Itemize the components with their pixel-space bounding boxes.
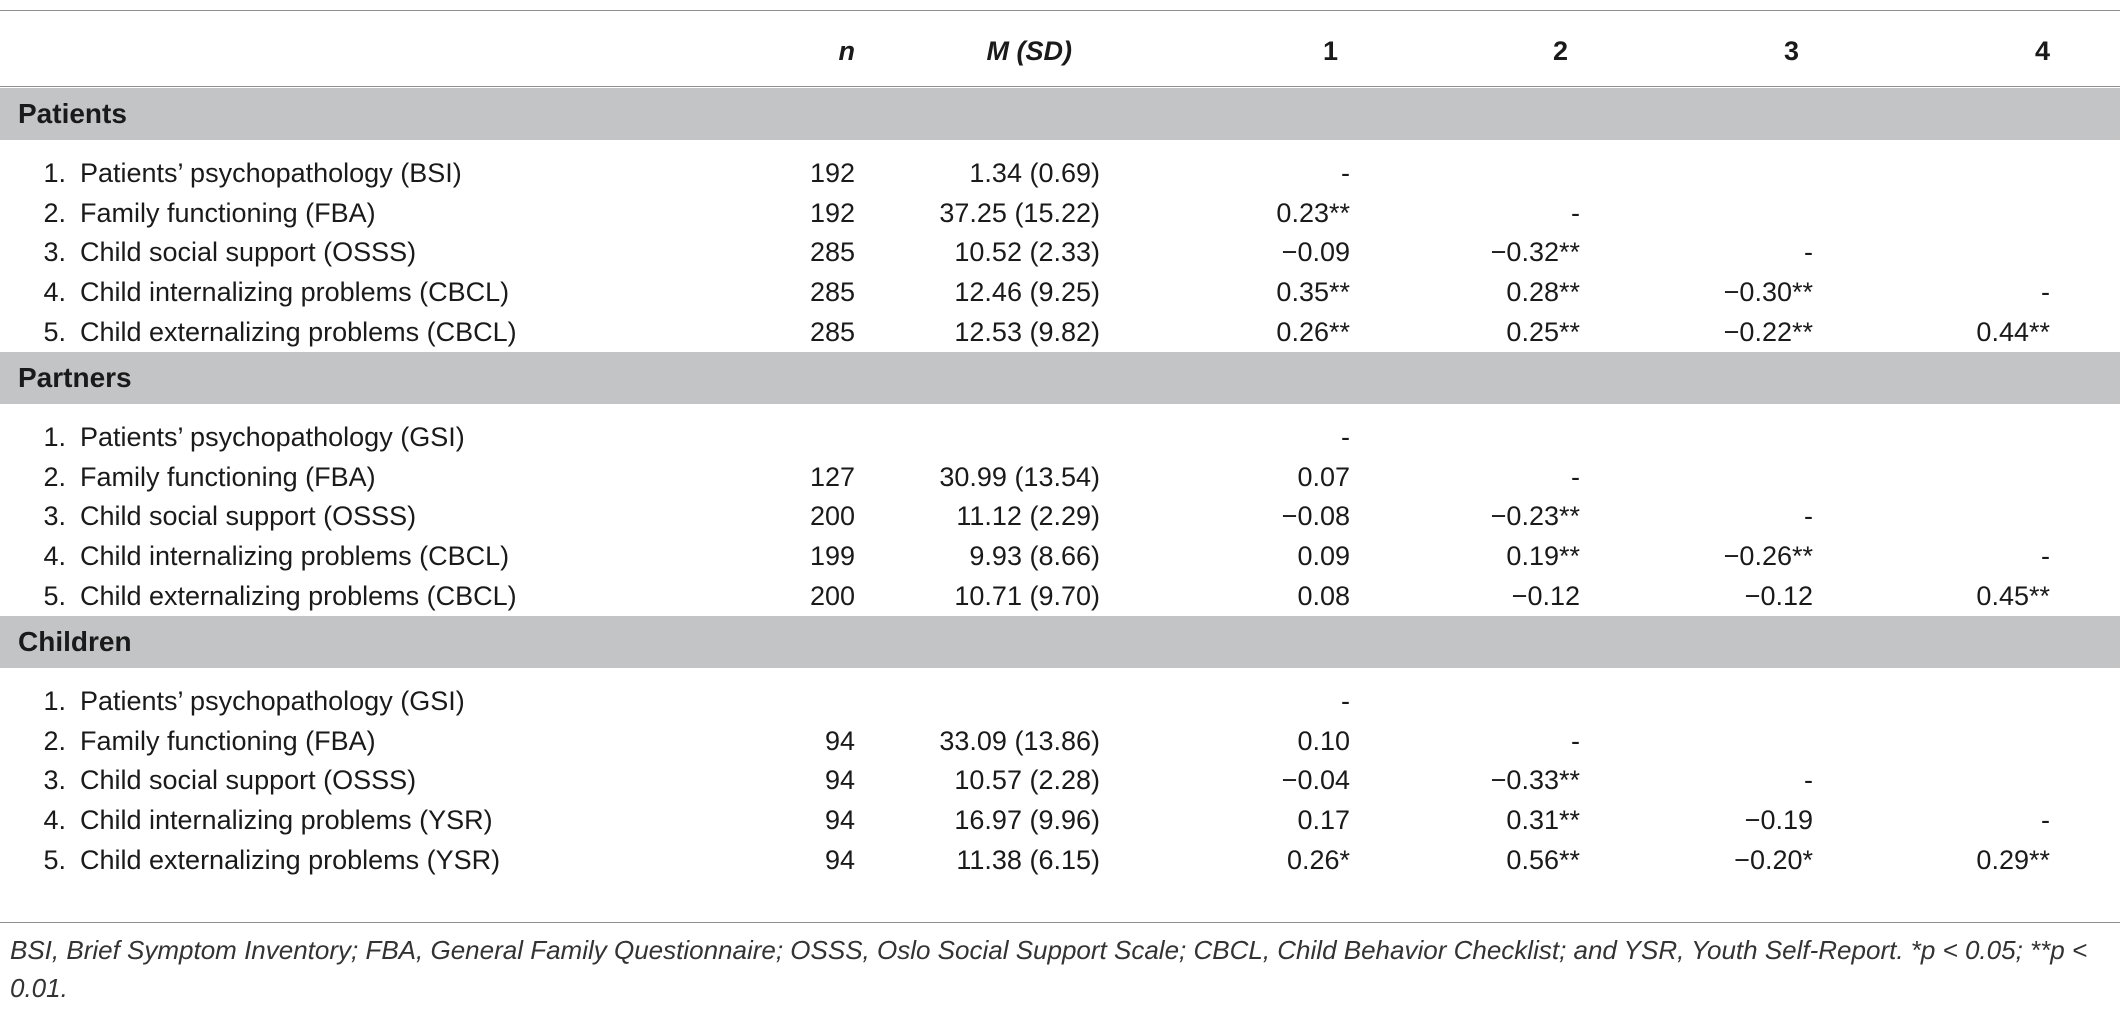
table-footnote: BSI, Brief Symptom Inventory; FBA, General Family Questionnaire; OSSS, Oslo Social Support Scale; CBCL, Child Behavior Checklist; and YSR, Youth Self-Report. *p < 0.05; **p < 0.01. [10,935,2088,1003]
row-variable-label: Patients’ psychopathology (GSI) [80,422,465,453]
header-row [0,14,2120,88]
header-col-2: 2 [1552,35,1568,66]
cell-n: 94 [824,805,855,836]
row-variable-label: Child social support (OSSS) [80,501,417,532]
header-col-1: 1 [1322,35,1338,66]
cell-n: 285 [809,316,855,347]
table-body [0,88,2120,880]
cell-corr-3: −0.30** [1723,277,1813,308]
cell-corr-2: 0.56** [1506,844,1580,875]
cell-n: 94 [824,844,855,875]
cell-corr-3: - [1804,501,1813,532]
cell-corr-4 [1845,682,2120,722]
table-row [0,458,2120,498]
row-number: 1. [43,422,66,453]
cell-corr-3: −0.22** [1723,316,1813,347]
cell-mean-sd: 16.97 (9.96) [954,805,1100,836]
row-variable-label: Child internalizing problems (CBCL) [80,277,510,308]
cell-corr-2: −0.32** [1490,237,1580,268]
spacer-cell [0,404,2120,418]
cell-n: 200 [809,580,855,611]
cell-mean-sd: 10.57 (2.28) [954,765,1100,796]
cell-corr-2 [1375,154,1610,194]
cell-n: 199 [809,541,855,572]
cell-corr-3 [1610,418,1845,458]
row-number: 1. [43,158,66,189]
cell-n [720,682,855,722]
cell-corr-2: 0.31** [1506,805,1580,836]
cell-corr-2: 0.25** [1506,316,1580,347]
cell-corr-4 [1845,722,2120,762]
row-number: 2. [43,197,66,228]
cell-mean-sd: 10.71 (9.70) [954,580,1100,611]
row-variable-label: Child social support (OSSS) [80,237,417,268]
cell-corr-3: −0.20* [1734,844,1813,875]
cell-n: 285 [809,237,855,268]
cell-mean-sd: 11.38 (6.15) [956,844,1100,875]
row-variable-label: Child internalizing problems (CBCL) [80,541,510,572]
cell-corr-4 [1845,418,2120,458]
cell-n: 94 [824,725,855,756]
table-row [0,194,2120,234]
table-row [0,497,2120,537]
table-row [0,682,2120,722]
row-variable-label: Child externalizing problems (YSR) [80,844,501,875]
cell-corr-1: 0.23** [1276,197,1350,228]
section-header [0,616,2120,668]
cell-mean-sd: 33.09 (13.86) [939,725,1100,756]
table-row [0,801,2120,841]
cell-mean-sd: 37.25 (15.22) [939,197,1100,228]
cell-corr-2 [1375,682,1610,722]
cell-corr-1: 0.17 [1297,805,1350,836]
section-spacer [0,404,2120,418]
row-variable-label: Child social support (OSSS) [80,765,417,796]
cell-corr-2: - [1571,197,1580,228]
cell-n: 285 [809,277,855,308]
table-row [0,722,2120,762]
row-variable-label: Patients’ psychopathology (BSI) [80,158,462,189]
row-number: 3. [43,501,66,532]
cell-corr-4: 0.29** [1976,844,2050,875]
cell-corr-4 [1845,458,2120,498]
cell-corr-3 [1610,458,1845,498]
cell-corr-4: 0.44** [1976,316,2050,347]
cell-mean-sd [855,418,1140,458]
cell-corr-4 [1845,233,2120,273]
row-number: 4. [43,805,66,836]
row-number: 5. [43,316,66,347]
row-variable-label: Child internalizing problems (YSR) [80,805,493,836]
cell-corr-1: - [1341,422,1350,453]
cell-corr-1: 0.10 [1297,725,1350,756]
cell-n: 94 [824,765,855,796]
cell-mean-sd: 1.34 (0.69) [969,158,1100,189]
table-row [0,273,2120,313]
cell-corr-3: −0.26** [1723,541,1813,572]
cell-mean-sd: 12.53 (9.82) [954,316,1100,347]
correlation-table [0,14,2120,880]
row-variable-label: Family functioning (FBA) [80,197,376,228]
table-row [0,761,2120,801]
cell-corr-2: 0.28** [1506,277,1580,308]
cell-corr-1: 0.26** [1276,316,1350,347]
cell-corr-2: −0.23** [1490,501,1580,532]
row-variable-label: Child externalizing problems (CBCL) [80,580,517,611]
cell-corr-4: 0.45** [1976,580,2050,611]
cell-corr-3 [1610,682,1845,722]
cell-corr-1: 0.09 [1297,541,1350,572]
table-row [0,233,2120,273]
table-row [0,154,2120,194]
section-title: Partners [0,352,2120,404]
cell-mean-sd [855,682,1140,722]
row-variable-label: Patients’ psychopathology (GSI) [80,686,465,717]
spacer-cell [0,140,2120,154]
row-number: 2. [43,725,66,756]
row-number: 4. [43,541,66,572]
section-spacer [0,140,2120,154]
cell-corr-1: 0.26* [1286,844,1350,875]
cell-corr-4: - [2041,805,2050,836]
cell-corr-2: −0.33** [1490,765,1580,796]
cell-corr-1: −0.04 [1281,765,1350,796]
cell-n [720,418,855,458]
row-number: 2. [43,461,66,492]
row-variable-label: Family functioning (FBA) [80,461,376,492]
cell-n: 127 [809,461,855,492]
cell-corr-1: 0.07 [1297,461,1350,492]
table-row [0,576,2120,616]
cell-corr-2: 0.19** [1506,541,1580,572]
cell-corr-3: - [1804,765,1813,796]
section-title: Patients [0,88,2120,140]
cell-corr-2: −0.12 [1511,580,1580,611]
cell-corr-1: −0.09 [1281,237,1350,268]
row-number: 3. [43,765,66,796]
cell-corr-1: - [1341,686,1350,717]
cell-corr-3 [1610,154,1845,194]
cell-corr-3 [1610,722,1845,762]
cell-corr-3: - [1804,237,1813,268]
header-col-3: 3 [1783,35,1799,66]
row-variable-label: Family functioning (FBA) [80,725,376,756]
cell-corr-3: −0.12 [1744,580,1813,611]
bottom-rule [0,922,2120,923]
row-number: 4. [43,277,66,308]
top-rule [0,10,2120,11]
cell-corr-4 [1845,497,2120,537]
cell-corr-1: −0.08 [1281,501,1350,532]
table-row [0,840,2120,880]
table-row [0,312,2120,352]
cell-corr-3 [1610,194,1845,234]
cell-corr-1: - [1341,158,1350,189]
table-row [0,418,2120,458]
cell-corr-4 [1845,761,2120,801]
cell-corr-4: - [2041,277,2050,308]
row-number: 5. [43,580,66,611]
row-number: 1. [43,686,66,717]
spacer-cell [0,668,2120,682]
cell-corr-1: 0.08 [1297,580,1350,611]
cell-n: 192 [809,197,855,228]
cell-n: 192 [809,158,855,189]
header-msd: M (SD) [986,35,1072,66]
header-col-4: 4 [2034,35,2050,66]
section-header [0,88,2120,140]
cell-corr-4 [1845,154,2120,194]
header-blank [0,14,720,88]
section-spacer [0,668,2120,682]
header-n: n [838,35,855,66]
cell-n: 200 [809,501,855,532]
cell-corr-4: - [2041,541,2050,572]
cell-mean-sd: 11.12 (2.29) [956,501,1100,532]
row-number: 5. [43,844,66,875]
cell-corr-2 [1375,418,1610,458]
cell-mean-sd: 30.99 (13.54) [939,461,1100,492]
cell-corr-2: - [1571,725,1580,756]
table-row [0,537,2120,577]
row-variable-label: Child externalizing problems (CBCL) [80,316,517,347]
cell-mean-sd: 9.93 (8.66) [969,541,1100,572]
cell-corr-3: −0.19 [1744,805,1813,836]
row-number: 3. [43,237,66,268]
cell-mean-sd: 12.46 (9.25) [954,277,1100,308]
cell-mean-sd: 10.52 (2.33) [954,237,1100,268]
cell-corr-1: 0.35** [1276,277,1350,308]
cell-corr-4 [1845,194,2120,234]
section-header [0,352,2120,404]
cell-corr-2: - [1571,461,1580,492]
section-title: Children [0,616,2120,668]
